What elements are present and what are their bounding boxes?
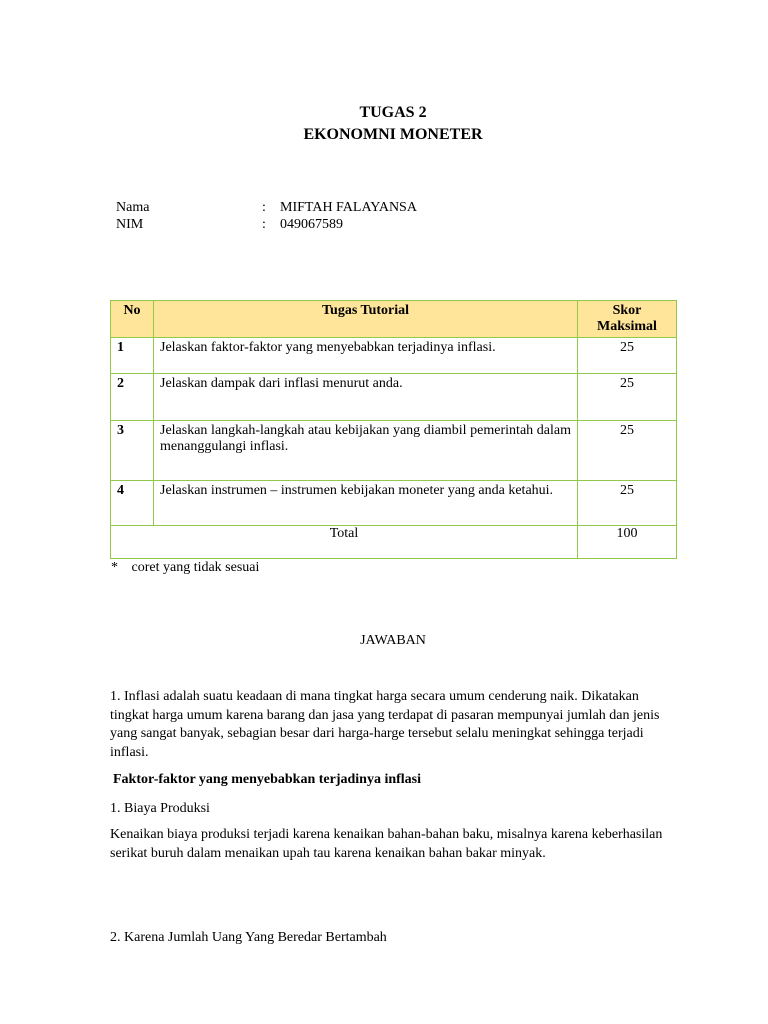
row-skor: 25 <box>578 421 677 481</box>
answer-paragraph-2: Kenaikan biaya produksi terjadi karena kenaikan bahan-bahan baku, misalnya karena keberhasilan serikat buruh dalam menaikan upah tau karena kenaikan bahan bakar minyak. <box>110 827 663 861</box>
name-colon: : <box>262 200 266 215</box>
row-no: 1 <box>111 338 154 374</box>
answer-item-1: 1. Biaya Produksi <box>110 801 210 816</box>
course-title: EKONOMNI MONETER <box>303 126 483 143</box>
table-header-row <box>111 301 677 338</box>
nim-value: 049067589 <box>280 217 343 232</box>
row-task: Jelaskan dampak dari inflasi menurut anda. <box>154 374 578 421</box>
header-no: No <box>111 301 154 338</box>
row-no: 4 <box>111 481 154 526</box>
nim-colon: : <box>262 217 266 232</box>
note-asterisk: * <box>111 560 118 575</box>
table-row <box>111 421 677 481</box>
total-label: Total <box>111 526 578 559</box>
row-task: Jelaskan langkah-langkah atau kebijakan yang diambil pemerintah dalam menanggulangi inflasi. <box>154 421 578 481</box>
note-text: coret yang tidak sesuai <box>131 560 260 575</box>
row-no: 3 <box>111 421 154 481</box>
table-row <box>111 374 677 421</box>
table-row <box>111 481 677 526</box>
total-value: 100 <box>578 526 677 559</box>
row-skor: 25 <box>578 481 677 526</box>
header-task: Tugas Tutorial <box>154 301 578 338</box>
assignment-title: TUGAS 2 <box>359 104 427 121</box>
total-row <box>111 526 677 559</box>
answer-item-2: 2. Karena Jumlah Uang Yang Beredar Bertambah <box>110 930 387 945</box>
header-skor-line1: Skor <box>612 303 642 318</box>
table-note <box>111 560 259 576</box>
answer-heading: JAWABAN <box>360 633 426 648</box>
row-task: Jelaskan instrumen – instrumen kebijakan moneter yang anda ketahui. <box>154 481 578 526</box>
answer-subheading: Faktor-faktor yang menyebabkan terjadinya inflasi <box>113 772 422 787</box>
row-skor: 25 <box>578 338 677 374</box>
name-value: MIFTAH FALAYANSA <box>280 200 417 215</box>
task-table <box>110 300 677 559</box>
name-label: Nama <box>116 200 150 215</box>
table-row <box>111 338 677 374</box>
row-no: 2 <box>111 374 154 421</box>
row-skor: 25 <box>578 374 677 421</box>
header-skor-line2: Maksimal <box>597 319 657 334</box>
answer-paragraph-1: 1. Inflasi adalah suatu keadaan di mana tingkat harga secara umum cenderung naik. Dikatakan tingkat harga umum karena barang dan jasa yang terdapat di pasaran mempunyai jumlah dan jenis yang sangat banyak, sebagian besar dari harga-harge tersebut selalu meningkat sehingga terjadi inflasi. <box>110 689 660 760</box>
row-task: Jelaskan faktor-faktor yang menyebabkan terjadinya inflasi. <box>154 338 578 374</box>
header-skor <box>578 301 677 338</box>
nim-label: NIM <box>116 217 144 232</box>
